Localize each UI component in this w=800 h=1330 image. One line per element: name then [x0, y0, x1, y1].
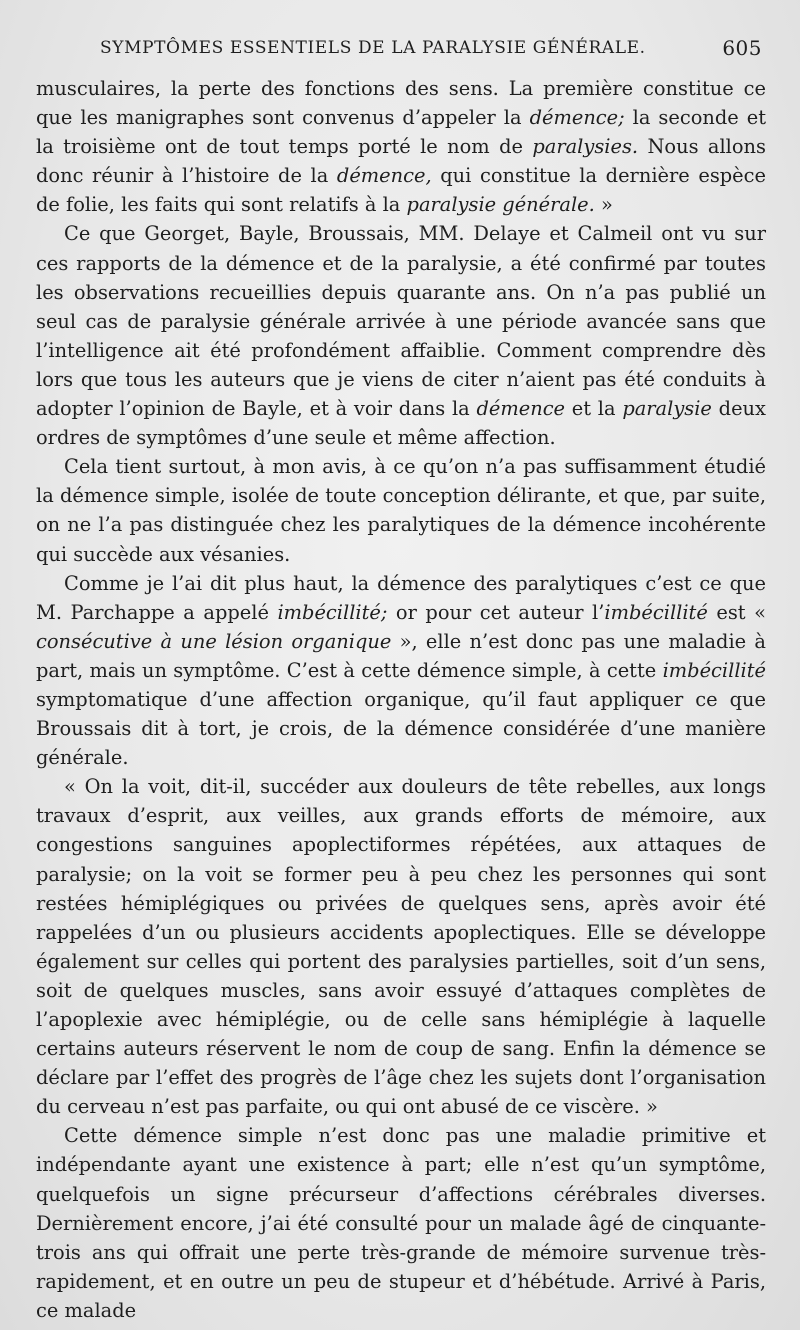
text-run: « On la voit, dit-il, succéder aux douleurs de tête rebelles, aux longs travaux d’esprit, aux veilles, aux grands efforts de mémoire, aux congestions sanguines apoplectiformes répétées, aux attaques de paralysie; on la voit se former peu à peu chez les personnes qui sont restées hémiplégiques ou privées de quelques sens, après avoir été rappelées d’un ou plusieurs accidents apoplectiques. Elle se développe également sur celles qui portent des paralysies partielles, soit d’un sens, soit de quelques muscles, sans avoir essuyé d’attaques complètes de l’apoplexie avec hémiplégie, ou de celle sans hémiplégie à laquelle certains auteurs réservent le nom de coup de sang. Enfin la démence se déclare par l’effet des progrès de l’âge chez les sujets dont l’organisation du cerveau n’est pas parfaite, ou qui ont abusé de ce viscère. » [36, 775, 766, 1119]
text-run: Comme je l’ai dit plus haut, la démence des paralytiques c’est ce que M. Parchappe a appelé [36, 571, 766, 624]
running-head-title: SYMPTÔMES ESSENTIELS DE LA PARALYSIE GÉNÉRALE. [100, 38, 646, 58]
italic-run: démence [476, 397, 566, 421]
text-run: or pour cet auteur l’ [387, 600, 605, 624]
italic-run: démence; [529, 106, 625, 130]
text-run: Nous allons donc réunir à l’histoire de la [36, 135, 766, 188]
book-page [36, 30, 766, 1320]
running-head [36, 30, 766, 60]
text-run: » [594, 193, 613, 217]
paragraph [36, 219, 766, 452]
italic-run: imbécillité; [277, 600, 388, 624]
text-run: symptomatique d’une affection organique, qu’il faut appliquer ce que Broussais dit à tort, je crois, de la démence considérée d’une manière générale. [36, 687, 766, 770]
italic-run: paralysies. [532, 135, 639, 159]
text-run: est « [707, 600, 766, 624]
paragraph [36, 74, 766, 219]
text-run: qui constitue la dernière espèce de folie, les faits qui sont relatifs à la [36, 164, 766, 217]
text-run: musculaires, la perte des fonctions des sens. La première constitue ce que les manigraphes sont convenus d’appeler la [36, 77, 766, 130]
text-run: la seconde et la troisième ont de tout temps porté le nom de [36, 106, 766, 159]
text-run: Cette démence simple n’est donc pas une maladie primitive et indépendante ayant une existence à part; elle n’est qu’un symptôme, quelquefois un signe précurseur d’affections cérébrales diverses. Dernièrement encore, j’ai été consulté pour un malade âgé de cinquante-trois ans qui offrait une perte très-grande de mémoire survenue très-rapidement, et en outre un peu de stupeur et d’hébétude. Arrivé à Paris, ce malade [36, 1124, 766, 1322]
paragraph [36, 452, 766, 568]
italic-run: imbécillité [662, 658, 766, 682]
text-run: Cela tient surtout, à mon avis, à ce qu’on n’a pas suffisamment étudié la démence simple, isolée de toute conception délirante, et que, par suite, on ne l’a pas distinguée chez les paralytiques de la démence incohérente qui succède aux vésanies. [36, 455, 766, 566]
page-number: 605 [722, 36, 762, 60]
text-run: Ce que Georget, Bayle, Broussais, MM. Delaye et Calmeil ont vu sur ces rapports de la démence et de la paralysie, a été confirmé par toutes les observations recueillies depuis quarante ans. On n’a pas publié un seul cas de paralysie générale arrivée à une période avancée sans que l’intelligence ait été profondément affaiblie. Comment comprendre dès lors que tous les auteurs que je viens de citer n’aient pas été conduits à adopter l’opinion de Bayle, et à voir dans la [36, 222, 766, 421]
paragraph [36, 772, 766, 1121]
italic-run: paralysie générale. [406, 193, 595, 217]
italic-run: démence, [336, 164, 432, 188]
paragraph [36, 1121, 766, 1325]
italic-run: paralysie [622, 397, 712, 421]
italic-run: consécutive à une lésion organique [36, 629, 392, 653]
text-run: deux ordres de symptômes d’une seule et même affection. [36, 397, 766, 450]
paragraph [36, 569, 766, 773]
text-run: », elle n’est donc pas une maladie à part, mais un symptôme. C’est à cette démence simple, à cette [36, 629, 766, 682]
italic-run: imbécillité [604, 600, 708, 624]
body-text [36, 74, 766, 1325]
text-run: et la [565, 397, 623, 421]
